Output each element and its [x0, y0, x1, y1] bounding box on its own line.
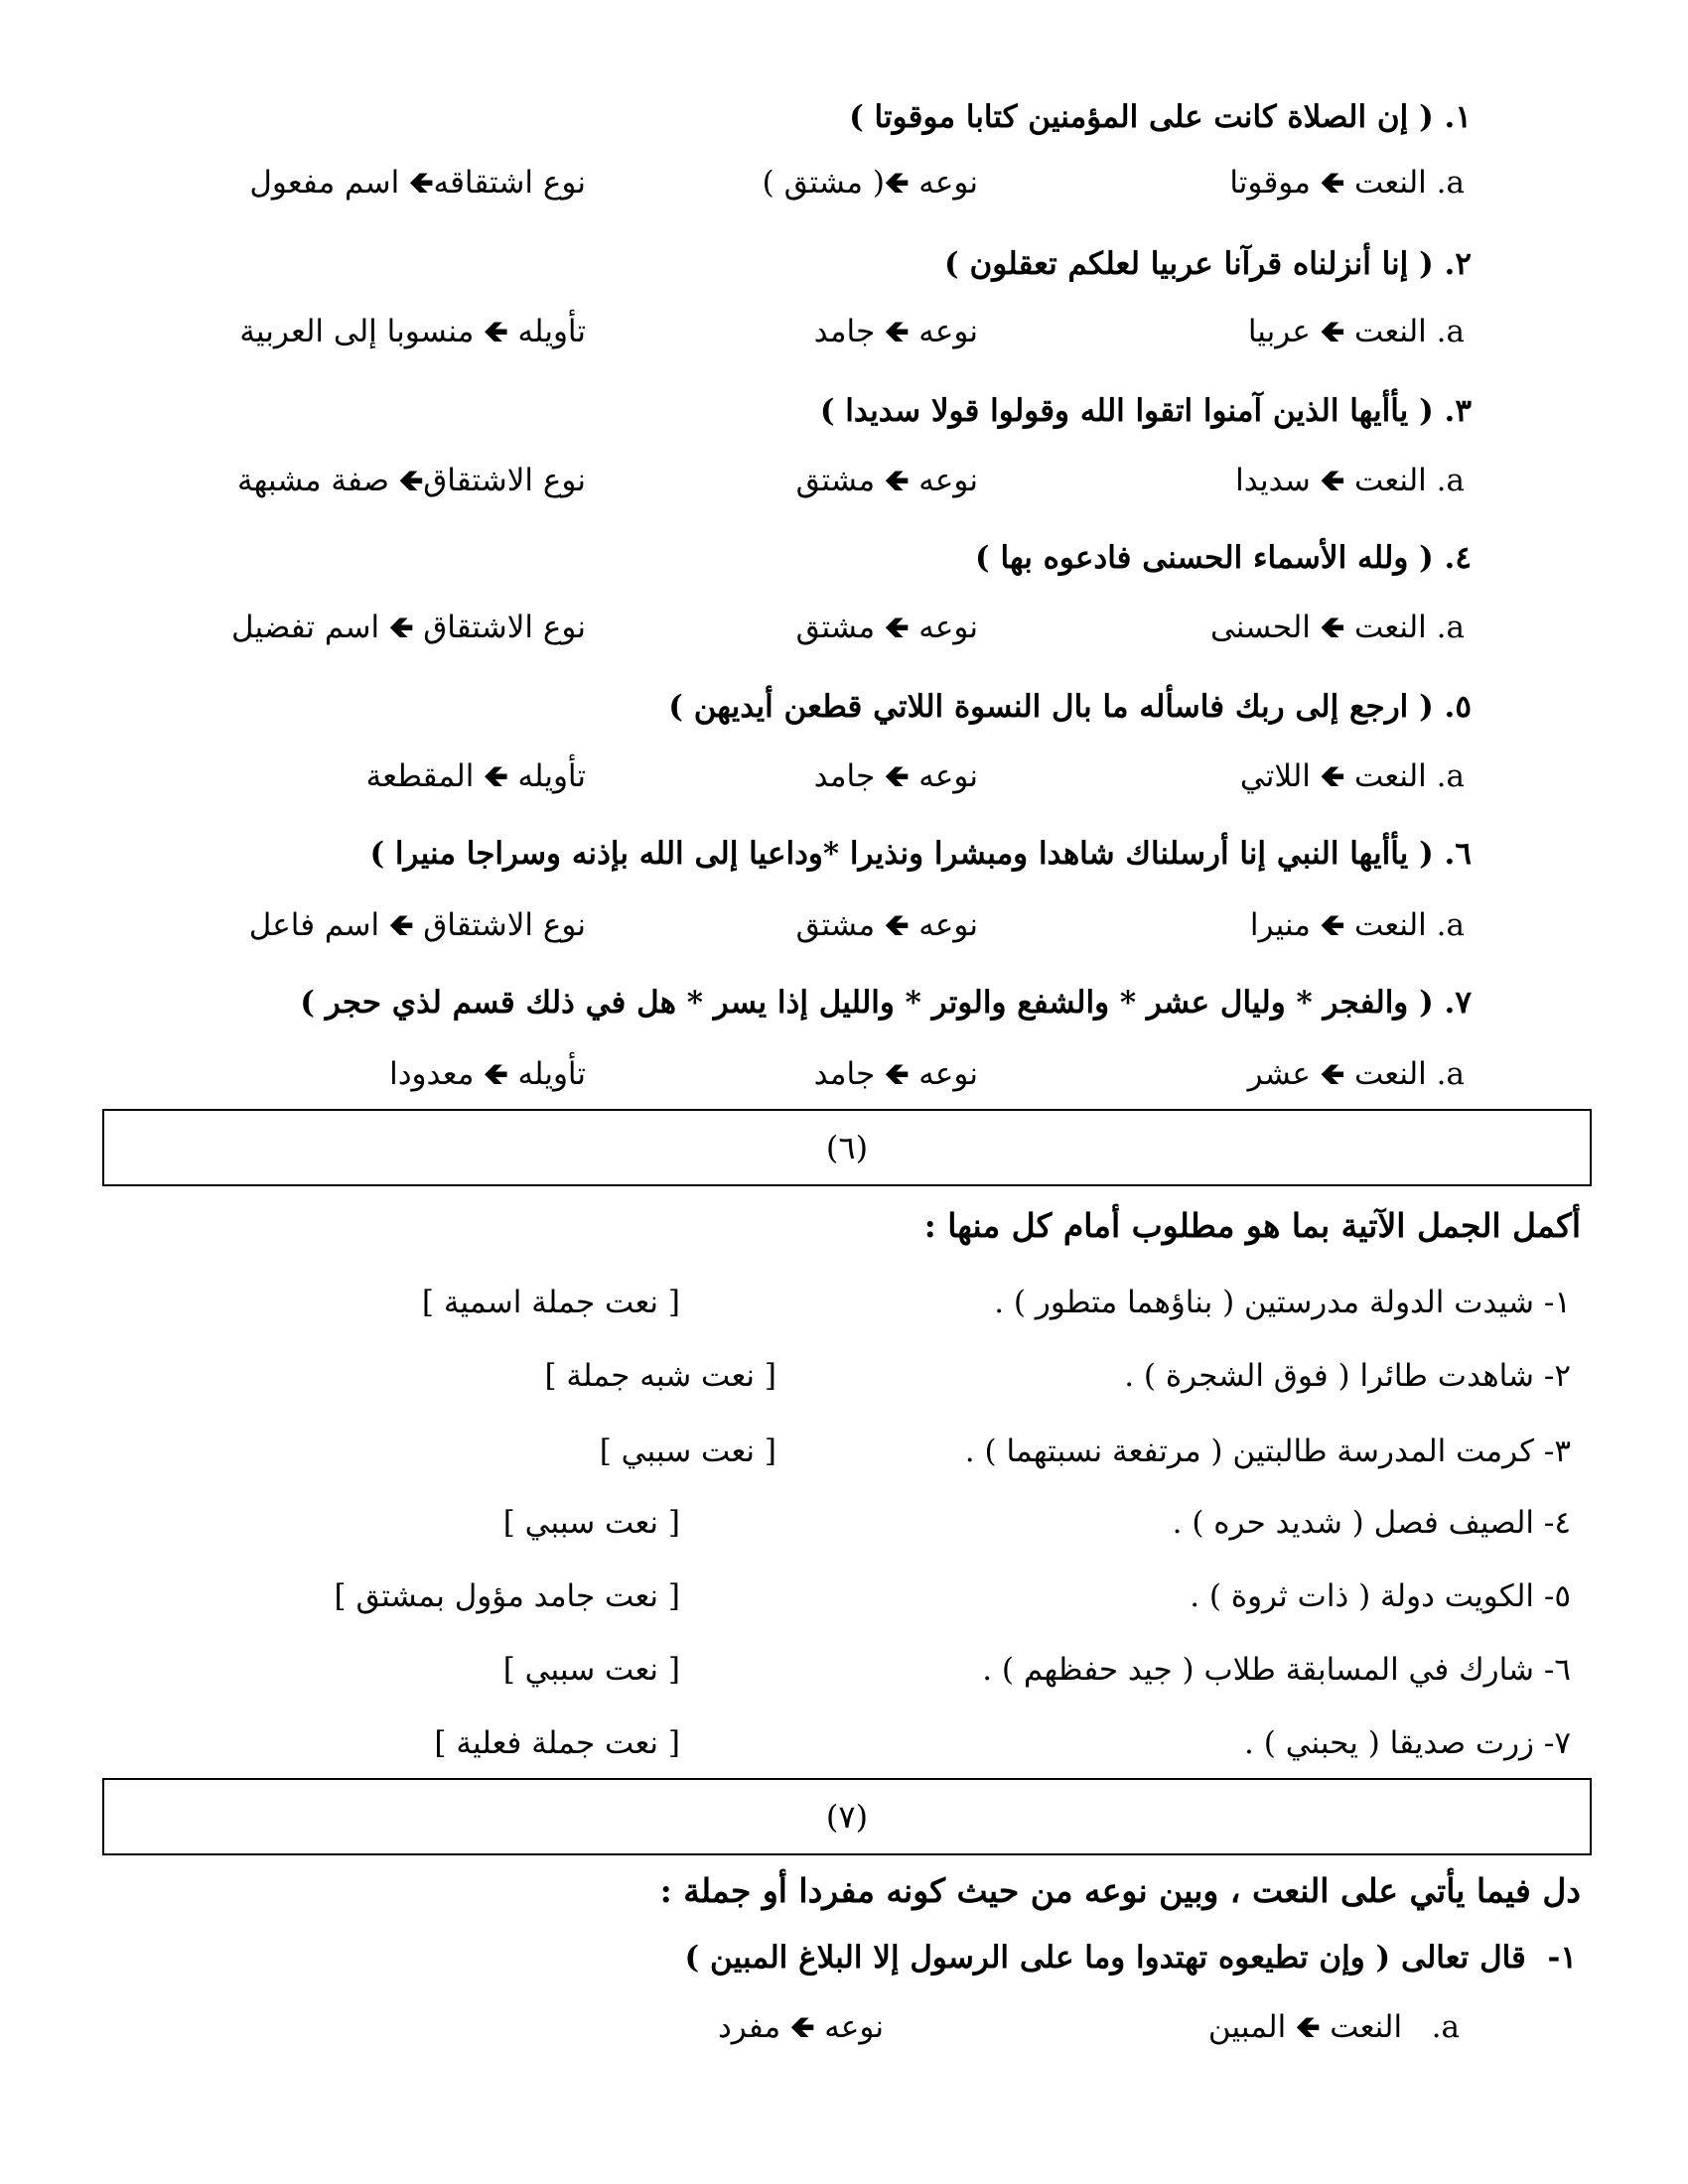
- exercise-tag: [ نعت سببي ]: [599, 1433, 776, 1469]
- naat-part: a. النعت 🡸 الحسنى: [1209, 610, 1465, 645]
- exercise-tag: [ نعت جملة فعلية ]: [434, 1725, 680, 1761]
- answer-1: [0, 161, 1688, 205]
- question-4: [89, 536, 1472, 580]
- extra-part: نوع اشتقاقه🡸 اسم مفعول: [249, 165, 586, 201]
- question-text: ( إن الصلاة كانت على المؤمنين كتابا موقوتا ): [849, 99, 1434, 135]
- arrow-left-icon: 🡸: [398, 464, 424, 498]
- arrow-left-icon: 🡸: [1320, 1057, 1345, 1092]
- section-7-box: (٧): [102, 1778, 1592, 1855]
- question-text: ( ولله الأسماء الحسنى فادعوه بها ): [975, 540, 1434, 576]
- question-1: [89, 95, 1472, 139]
- answer-3: [0, 459, 1688, 502]
- question-3: [89, 389, 1472, 433]
- question-number: ٦.: [1444, 836, 1472, 872]
- type-part: نوعه 🡸 جامد: [813, 1056, 978, 1092]
- type-part: نوعه 🡸 مفرد: [717, 2009, 884, 2045]
- naat-part: a. النعت 🡸 اللاتي: [1239, 758, 1465, 794]
- exercise-tag: [ نعت سببي ]: [502, 1505, 680, 1541]
- arrow-left-icon: 🡸: [885, 759, 910, 794]
- naat-part: a. النعت 🡸 سديدا: [1235, 463, 1465, 498]
- exercise-sentence: ١- شيدت الدولة مدرستين ( بناؤهما متطور ) .: [994, 1285, 1571, 1320]
- answer-5: [0, 754, 1688, 798]
- arrow-left-icon: 🡸: [885, 315, 910, 349]
- question-6: [89, 832, 1472, 876]
- type-part: نوعه 🡸 مشتق: [795, 610, 978, 645]
- question-number: ٢.: [1444, 246, 1472, 282]
- arrow-left-icon: 🡸: [484, 759, 508, 794]
- question-text: ( يأأيها الذين آمنوا اتقوا الله وقولوا قولا سديدا ): [819, 393, 1434, 429]
- exercise-sentence: ٣- كرمت المدرسة طالبتين ( مرتفعة نسبتهما ) .: [964, 1433, 1571, 1469]
- naat-part: a. النعت 🡸 المبين: [1207, 2009, 1460, 2045]
- question-text: ( والفجر * وليال عشر * والشفع والوتر * والليل إذا يسر * هل في ذلك قسم لذي حجر ): [300, 985, 1434, 1021]
- type-part: نوعه 🡸 جامد: [813, 314, 978, 349]
- arrow-left-icon: 🡸: [1296, 2010, 1321, 2045]
- question-text: ( إنا أنزلناه قرآنا عربيا لعلكم تعقلون ): [943, 246, 1434, 282]
- section-7-instruction: دل فيما يأتي على النعت ، وبين نوعه من حيث كونه مفردا أو جملة :: [659, 1871, 1581, 1910]
- question-number: ٣.: [1444, 393, 1472, 429]
- question-5: [89, 685, 1472, 729]
- arrow-left-icon: 🡸: [1320, 908, 1345, 943]
- arrow-left-icon: 🡸: [388, 611, 414, 645]
- arrow-left-icon: 🡸: [1320, 464, 1345, 498]
- exercise-sentence: ٢- شاهدت طائرا ( فوق الشجرة ) .: [1124, 1358, 1571, 1394]
- naat-part: a. النعت 🡸 عربيا: [1247, 314, 1465, 349]
- section-6-instruction: أكمل الجمل الآتية بما هو مطلوب أمام كل منها :: [923, 1206, 1581, 1245]
- exercise-tag: [ نعت شبه جملة ]: [544, 1358, 776, 1394]
- type-part: نوعه 🡸 مشتق: [795, 463, 978, 498]
- arrow-left-icon: 🡸: [1320, 759, 1345, 794]
- item-text: قال تعالى ( وإن تطيعوه تهتدوا وما على الرسول إلا البلاغ المبين ): [684, 1940, 1526, 1976]
- type-part: نوعه 🡸 مشتق: [795, 907, 978, 943]
- naat-part: a. النعت 🡸 منيرا: [1249, 907, 1465, 943]
- naat-part: a. النعت 🡸 موقوتا: [1229, 165, 1465, 201]
- section-7-answer: [0, 2005, 1688, 2049]
- question-number: ٥.: [1444, 689, 1472, 725]
- question-text: ( يأأيها النبي إنا أرسلناك شاهدا ومبشرا ونذيرا *وداعيا إلى الله بإذنه وسراجا منيرا ): [369, 836, 1434, 872]
- exercise-sentence: ٤- الصيف فصل ( شديد حره ) .: [1172, 1505, 1571, 1541]
- arrow-left-icon: 🡸: [484, 1057, 508, 1092]
- extra-part: تأويله 🡸 معدودا: [389, 1056, 586, 1092]
- exercise-sentence: ٧- زرت صديقا ( يحبني ) .: [1244, 1725, 1571, 1761]
- arrow-left-icon: 🡸: [885, 166, 910, 201]
- question-number: ٤.: [1444, 540, 1472, 576]
- arrow-left-icon: 🡸: [885, 1057, 910, 1092]
- type-part: نوعه 🡸 جامد: [813, 758, 978, 794]
- extra-part: نوع الاشتقاق 🡸 اسم تفضيل: [231, 610, 586, 645]
- exercise-tag: [ نعت سببي ]: [502, 1652, 680, 1688]
- answer-2: [0, 310, 1688, 353]
- type-part: نوعه 🡸( مشتق ): [762, 165, 978, 201]
- question-number: ٧.: [1444, 985, 1472, 1021]
- answer-4: [0, 606, 1688, 649]
- question-text: ( ارجع إلى ربك فاسأله ما بال النسوة اللاتي قطعن أيديهن ): [668, 689, 1434, 725]
- question-2: [89, 242, 1472, 286]
- item-number: ١-: [1547, 1940, 1577, 1976]
- exercise-tag: [ نعت جامد مؤول بمشتق ]: [334, 1578, 680, 1614]
- answer-6: [0, 903, 1688, 947]
- arrow-left-icon: 🡸: [1320, 611, 1345, 645]
- section-7-item: [89, 1936, 1577, 1979]
- arrow-left-icon: 🡸: [885, 908, 910, 943]
- question-7: [89, 981, 1472, 1024]
- arrow-left-icon: 🡸: [409, 166, 434, 201]
- arrow-left-icon: 🡸: [790, 2010, 815, 2045]
- arrow-left-icon: 🡸: [885, 464, 910, 498]
- exercise-sentence: ٦- شارك في المسابقة طلاب ( جيد حفظهم ) .: [982, 1652, 1571, 1688]
- arrow-left-icon: 🡸: [1320, 166, 1345, 201]
- extra-part: نوع الاشتقاق🡸 صفة مشبهة: [236, 463, 586, 498]
- question-number: ١.: [1444, 99, 1472, 135]
- arrow-left-icon: 🡸: [1320, 315, 1345, 349]
- section-6-box: (٦): [102, 1109, 1592, 1186]
- arrow-left-icon: 🡸: [484, 315, 508, 349]
- naat-part: a. النعت 🡸 عشر: [1247, 1056, 1465, 1092]
- extra-part: نوع الاشتقاق 🡸 اسم فاعل: [248, 907, 586, 943]
- arrow-left-icon: 🡸: [885, 611, 910, 645]
- arrow-left-icon: 🡸: [388, 908, 414, 943]
- extra-part: تأويله 🡸 منسوبا إلى العربية: [239, 314, 586, 349]
- exercise-sentence: ٥- الكويت دولة ( ذات ثروة ) .: [1190, 1578, 1571, 1614]
- answer-7: [0, 1052, 1688, 1096]
- exercise-tag: [ نعت جملة اسمية ]: [421, 1285, 680, 1320]
- extra-part: تأويله 🡸 المقطعة: [365, 758, 586, 794]
